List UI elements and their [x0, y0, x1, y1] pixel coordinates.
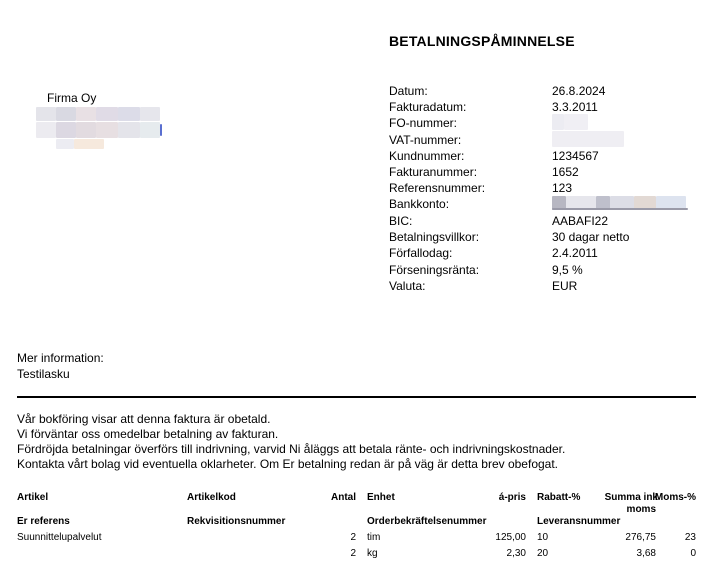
cell-antal: 2 [350, 548, 356, 559]
meta-label-valuta: Valuta: [389, 279, 426, 293]
cell-artikel: Suunnittelupalvelut [17, 532, 102, 543]
sender-name: Firma Oy [47, 91, 97, 105]
divider [17, 396, 696, 398]
cell-enhet: tim [367, 532, 381, 543]
col-header-apris: á-pris [498, 492, 526, 503]
meta-label-betalningsvillkor: Betalningsvillkor: [389, 230, 480, 244]
meta-value-referensnummer: 123 [552, 181, 573, 195]
col-header-rekvisitionsnummer: Rekvisitionsnummer [187, 516, 286, 527]
notice-line: Kontakta vårt bolag vid eventuella oklarheter. Om Er betalning redan är på väg är detta brev obefogat. [17, 457, 559, 471]
col-header-leveransnummer: Leveransnummer [537, 516, 621, 527]
cell-moms: 0 [690, 548, 696, 559]
col-header-summa-moms: moms [626, 504, 656, 515]
cell-apris: 125,00 [495, 532, 526, 543]
meta-label-referensnummer: Referensnummer: [389, 181, 486, 195]
meta-label-bankkonto: Bankkonto: [389, 197, 450, 211]
meta-label-bic: BIC: [389, 214, 413, 228]
meta-label-fakturadatum: Fakturadatum: [389, 100, 467, 114]
document-title: BETALNINGSPÅMINNELSE [389, 33, 575, 49]
cell-antal: 2 [350, 532, 356, 543]
meta-label-fakturanummer: Fakturanummer: [389, 165, 478, 179]
notice-line: Vi förväntar oss omedelbar betalning av fakturan. [17, 427, 279, 441]
meta-label-fo-nummer: FO-nummer: [389, 116, 458, 130]
meta-label-forseningsranta: Förseningsränta: [389, 263, 480, 277]
more-info-value: Testilasku [17, 367, 70, 381]
more-info-label: Mer information: [17, 351, 104, 365]
meta-value-valuta: EUR [552, 279, 578, 293]
cell-rabatt: 10 [537, 532, 549, 543]
cell-enhet: kg [367, 548, 378, 559]
meta-value-kundnummer: 1234567 [552, 149, 599, 163]
meta-label-datum: Datum: [389, 84, 428, 98]
col-header-artikel: Artikel [17, 492, 49, 503]
meta-value-fakturadatum: 3.3.2011 [552, 100, 598, 114]
cell-apris: 2,30 [506, 548, 526, 559]
meta-value-datum: 26.8.2024 [552, 84, 606, 98]
col-header-artikelkod: Artikelkod [187, 492, 236, 503]
meta-label-vat-nummer: VAT-nummer: [389, 133, 462, 147]
col-header-summa: Summa ink [604, 492, 658, 503]
col-header-antal: Antal [331, 492, 356, 503]
notice-line: Vår bokföring visar att denna faktura är obetald. [17, 412, 271, 426]
meta-value-fakturanummer: 1652 [552, 165, 579, 179]
cell-moms: 23 [684, 532, 696, 543]
meta-value-betalningsvillkor: 30 dagar netto [552, 230, 630, 244]
col-header-er-referens: Er referens [17, 516, 70, 527]
meta-value-bic: AABAFI22 [552, 214, 609, 228]
meta-label-forfallodag: Förfallodag: [389, 246, 453, 260]
col-header-orderbekraftelsenummer: Orderbekräftelsenummer [367, 516, 487, 527]
cell-summa: 276,75 [625, 532, 656, 543]
col-header-moms: Moms-% [654, 492, 696, 503]
cell-summa: 3,68 [636, 548, 656, 559]
notice-line: Fördröjda betalningar överförs till indrivning, varvid Ni åläggs att betala ränte- och indrivningskostnader. [17, 442, 566, 456]
cell-rabatt: 20 [537, 548, 549, 559]
meta-value-forfallodag: 2.4.2011 [552, 246, 598, 260]
meta-label-kundnummer: Kundnummer: [389, 149, 465, 163]
col-header-enhet: Enhet [367, 492, 395, 503]
meta-value-forseningsranta: 9,5 % [552, 263, 583, 277]
col-header-rabatt: Rabatt-% [537, 492, 581, 503]
